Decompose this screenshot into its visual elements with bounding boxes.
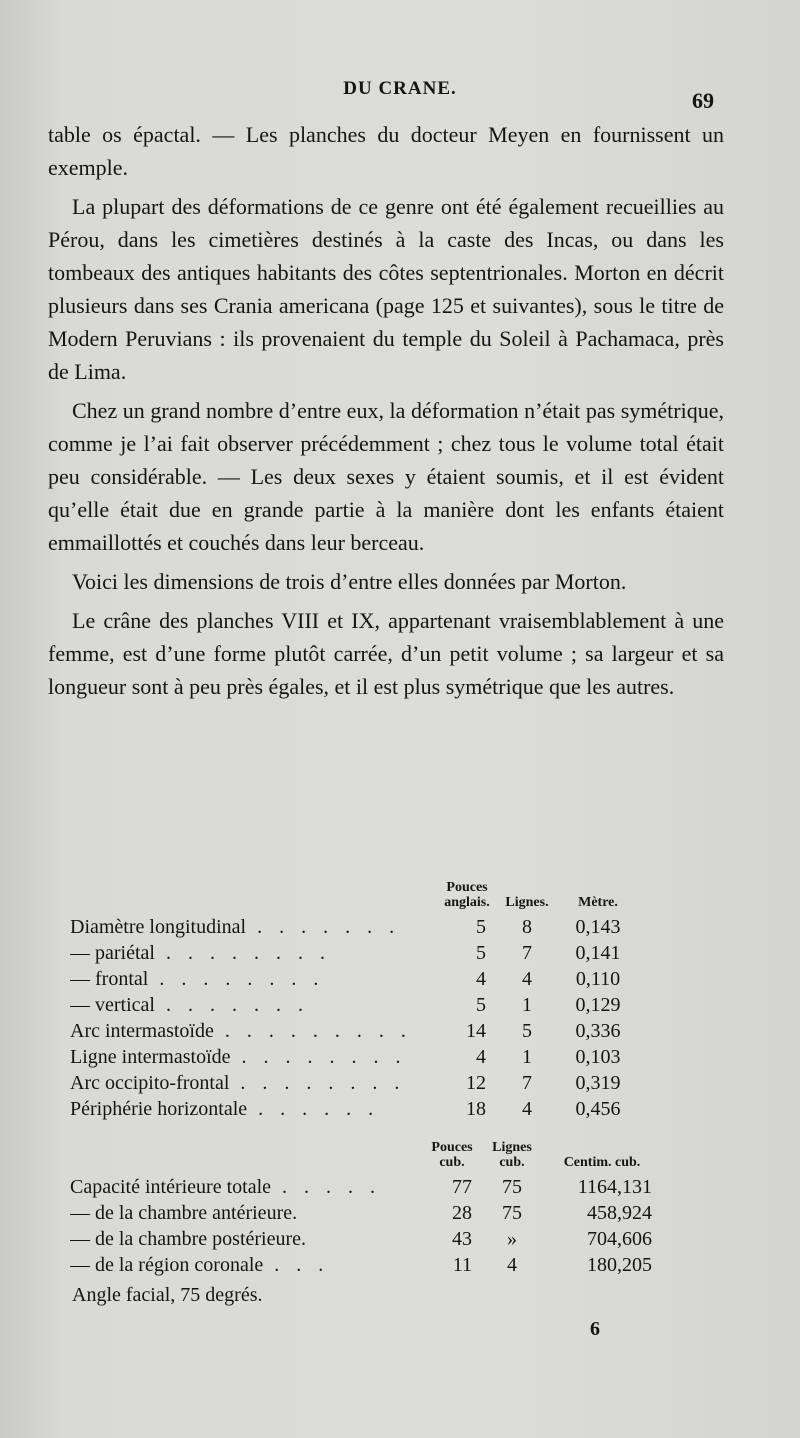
cell-metre: 0,129 <box>575 993 621 1016</box>
facial-angle-line: Angle facial, 75 degrés. <box>72 1284 263 1306</box>
paragraph: Le crâne des planches VIII et IX, appartenant vraisemblablement à une femme, est d’une forme plutôt carrée, d’un petit volume ; sa largeur et sa longueur sont à peu près égales, et il est plus symétrique que les autres. <box>48 608 724 699</box>
row-label: — vertical <box>70 993 155 1016</box>
paragraph: Chez un grand nombre d’entre eux, la déformation n’était pas symétrique, comme je l’ai fait observer précédemment ; chez tous le volume total était peu considérable. — Les deux sexes y étaient soumis, et il est évident qu’elle était due en grande partie à la manière dont les enfants étaient emmaillottés et couchés dans leur berceau. <box>48 398 724 555</box>
row-label: Ligne intermastoïde <box>70 1045 231 1068</box>
row-label: Diamètre longitudinal <box>70 915 247 938</box>
cell-lignes: 4 <box>522 1097 532 1120</box>
cell-lignes: 1 <box>522 993 532 1016</box>
table-row: Diamètre longitudinal . . . . . . . 5 8 0,143 <box>70 914 638 940</box>
row-label: Périphérie horizontale <box>70 1097 248 1120</box>
table-row: Arc occipito-frontal . . . . . . . . 12 7 0,319 <box>70 1070 638 1096</box>
paragraph: La plupart des déformations de ce genre ont été également recueillies au Pérou, dans les cimetières destinés à la caste des Incas, ou dans les tombeaux des antiques habitants des côtes septentrionales. Morton en décrit plusieurs dans ses Crania americana (page 125 et suivantes), sous le titre de Modern Peruvians : ils provenaient du temple du Soleil à Pachamaca, près de Lima. <box>48 194 724 384</box>
row-label: — de la chambre antérieure <box>70 1201 293 1224</box>
table-row: Périphérie horizontale . . . . . . 18 4 0,456 <box>70 1096 638 1122</box>
cell-metre: 0,110 <box>575 967 621 990</box>
cell-lignes: 75 <box>502 1201 522 1224</box>
cell-lignes: 4 <box>507 1253 517 1276</box>
table-row: — de la région coronale . . . 11 4 180,205 <box>70 1252 662 1278</box>
cell-centim: 704,606 <box>587 1227 652 1250</box>
header-pouces-cub: Pouces cub. <box>431 1140 473 1170</box>
header-pouces: Pouces anglais. <box>444 880 490 910</box>
table-row: Arc intermastoïde . . . . . . . . . 14 5 0,336 <box>70 1018 638 1044</box>
header-metre: Mètre. <box>578 895 618 910</box>
cell-pouces: 77 <box>452 1175 472 1198</box>
cell-metre: 0,456 <box>575 1097 621 1120</box>
cell-centim: 180,205 <box>587 1253 652 1276</box>
page-number: 69 <box>692 88 714 113</box>
cell-lignes: 4 <box>522 967 532 990</box>
running-title: DU CRANE. <box>343 78 457 99</box>
header-lignes: Lignes. <box>505 895 549 910</box>
table-row: — de la chambre postérieure. 43 » 704,606 <box>70 1226 662 1252</box>
row-label: — de la chambre postérieure <box>70 1227 302 1250</box>
table-row: — de la chambre antérieure. 28 75 458,924 <box>70 1200 662 1226</box>
row-label: Capacité intérieure totale <box>70 1175 272 1198</box>
cell-lignes: 5 <box>522 1019 532 1042</box>
cell-lignes: 7 <box>522 941 532 964</box>
row-label: — frontal <box>70 967 149 990</box>
table-row: — vertical . . . . . . . 5 1 0,129 <box>70 992 638 1018</box>
table-row: Capacité intérieure totale . . . . . 77 75 1164,131 <box>70 1174 662 1200</box>
header-lignes-cub: Lignes cub. <box>492 1140 532 1170</box>
cell-metre: 0,103 <box>575 1045 621 1068</box>
cell-lignes: 7 <box>522 1071 532 1094</box>
signature-mark: 6 <box>590 1318 600 1340</box>
cell-lignes: » <box>507 1227 517 1250</box>
paragraph: table os épactal. — Les planches du docteur Meyen en fournissent un exemple. <box>48 122 724 180</box>
cell-pouces: 14 <box>466 1019 486 1042</box>
table-row: Ligne intermastoïde . . . . . . . . 4 1 0,103 <box>70 1044 638 1070</box>
cell-pouces: 12 <box>466 1071 486 1094</box>
cell-centim: 458,924 <box>587 1201 652 1224</box>
cell-pouces: 5 <box>476 941 486 964</box>
row-label: — pariétal <box>70 941 155 964</box>
cell-metre: 0,141 <box>575 941 621 964</box>
cell-pouces: 4 <box>476 967 486 990</box>
cell-centim: 1164,131 <box>577 1175 652 1198</box>
cell-pouces: 5 <box>476 915 486 938</box>
cell-pouces: 4 <box>476 1045 486 1068</box>
cell-pouces: 5 <box>476 993 486 1016</box>
cell-pouces: 28 <box>452 1201 472 1224</box>
paragraph: Voici les dimensions de trois d’entre elles données par Morton. <box>72 569 627 594</box>
cell-metre: 0,336 <box>575 1019 621 1042</box>
cell-pouces: 43 <box>452 1227 472 1250</box>
cell-pouces: 18 <box>466 1097 486 1120</box>
table-row: — frontal . . . . . . . . 4 4 0,110 <box>70 966 638 992</box>
dimensions-table <box>70 880 638 1122</box>
row-label: — de la région coronale <box>70 1253 264 1276</box>
cell-lignes: 1 <box>522 1045 532 1068</box>
body-text <box>48 118 724 709</box>
cell-pouces: 11 <box>452 1253 472 1276</box>
cell-lignes: 8 <box>522 915 532 938</box>
table-row: — pariétal . . . . . . . . 5 7 0,141 <box>70 940 638 966</box>
cell-metre: 0,319 <box>575 1071 621 1094</box>
cell-metre: 0,143 <box>575 915 621 938</box>
header-centim-cub: Centim. cub. <box>563 1155 641 1170</box>
cell-lignes: 75 <box>502 1175 522 1198</box>
row-label: Arc occipito-frontal <box>70 1071 230 1094</box>
row-label: Arc intermastoïde <box>70 1019 214 1042</box>
capacity-table <box>70 1140 662 1278</box>
